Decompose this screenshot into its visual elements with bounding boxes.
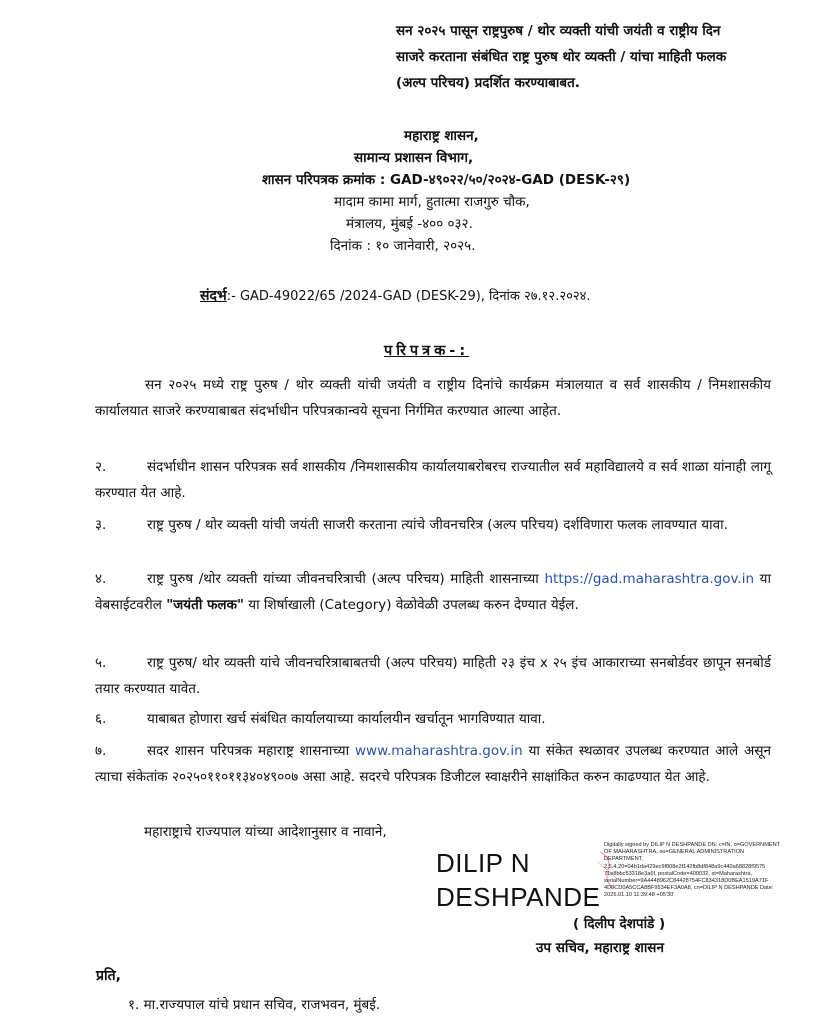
reference-label: संदर्भ — [200, 288, 227, 304]
paragraph-2 — [95, 454, 771, 506]
paragraph-4-text-c: या शिर्षाखाली (Category) वेळोवेळी उपलब्ध करुन देण्यात येईल. — [244, 597, 579, 613]
signer-name-marathi: ( दिलीप देशपांडे ) — [573, 916, 666, 932]
circular-number — [262, 170, 630, 190]
signer-name-line-1: DILIP N — [436, 848, 531, 878]
paragraph-2-text: संदर्भाधीन शासन परिपत्रक सर्व शासकीय /निमशासकीय कार्यालयाबरोबरच राज्यातील सर्व महाविद्यालये व सर्व शाळा यांनाही लागू करण्यात येत आहे. — [95, 459, 771, 501]
circular-number-value: GAD-४९०२२/५०/२०२४-GAD (DESK-२९) — [389, 172, 631, 188]
govt-name: महाराष्ट्र शासन, — [404, 128, 479, 144]
paragraph-7 — [95, 738, 771, 790]
paragraph-5-text: राष्ट्र पुरुष/ थोर व्यक्ती यांचे जीवनचरित्राबाबतची (अल्प परिचय) माहिती २३ इंच x २५ इंच आकाराच्या सनबोर्डवर छापून सनबोर्ड तयार करण्यात यावेत. — [95, 655, 771, 697]
maharashtra-website-link[interactable]: www.maharashtra.gov.in — [355, 743, 523, 759]
paragraph-3-number: ३. — [95, 517, 107, 533]
paragraph-1 — [95, 372, 771, 424]
recipient-item-1: १. मा.राज्यपाल यांचे प्रधान सचिव, राजभवन, मुंबई. — [128, 997, 381, 1013]
paragraph-5-number: ५. — [95, 655, 107, 671]
document-title: परिपत्रक-: — [384, 343, 470, 359]
address-line-1: मादाम कामा मार्ग, हुतात्मा राजगुरु चौक, — [334, 194, 530, 210]
subject-line-3: (अल्प परिचय) प्रदर्शित करण्याबाबत. — [396, 75, 580, 91]
subject-block — [396, 18, 786, 96]
paragraph-4-number: ४. — [95, 571, 107, 587]
paragraph-6-number: ६. — [95, 711, 107, 727]
paragraph-7-number: ७. — [95, 743, 107, 759]
reference-text: :- GAD-49022/65 /2024-GAD (DESK-29), दिनांक २७.१२.२०२४. — [226, 289, 591, 304]
date-label: दिनांक : — [330, 238, 371, 254]
paragraph-4 — [95, 566, 771, 618]
issue-date — [330, 236, 475, 256]
date-value: १० जानेवारी, २०२५. — [375, 238, 476, 254]
paragraph-2-number: २. — [95, 459, 107, 475]
paragraph-3-text: राष्ट्र पुरुष / थोर व्यक्ती यांची जयंती साजरी करताना त्यांचे जीवनचरित्र (अल्प परिचय) दर्शविणारा फलक लावण्यात यावा. — [147, 517, 728, 533]
circular-number-label: शासन परिपत्रक क्रमांक : — [262, 172, 386, 188]
paragraph-5 — [95, 650, 771, 702]
paragraph-3 — [95, 512, 771, 538]
paragraph-4-text-b: या वेबसाईटवरील — [95, 571, 771, 613]
address-line-2: मंत्रालय, मुंबई -४०० ०३२. — [346, 216, 473, 232]
subject-line-1: सन २०२५ पासून राष्ट्रपुरुष / थोर व्यक्ती यांची जयंती व राष्ट्रीय दिन — [396, 23, 721, 39]
paragraph-7-text-a: सदर शासन परिपत्रक महाराष्ट्र शासनाच्या — [147, 743, 356, 759]
paragraph-6 — [95, 706, 771, 732]
reference-line — [200, 286, 591, 305]
paragraph-7-text-b: या संकेत स्थळावर उपलब्ध करण्यात आले असून त्याचा संकेतांक २०२५०११०११३४०४९००७ असा आहे. सदरचे परिपत्रक डिजीटल स्वाक्षरीने साक्षांकित करुन काढण्यात येत आहे. — [95, 743, 771, 785]
closing-line: महाराष्ट्राचे राज्यपाल यांच्या आदेशानुसार व नावाने, — [144, 824, 387, 840]
department-name: सामान्य प्रशासन विभाग, — [354, 150, 474, 166]
recipients-heading: प्रति, — [96, 968, 121, 984]
paragraph-1-text: सन २०२५ मध्ये राष्ट्र पुरुष / थोर व्यक्ती यांची जयंती व राष्ट्रीय दिनांचे कार्यक्रम मंत्रालयात व सर्व शासकीय / निमशासकीय कार्यालयात साजरे करण्याबाबत संदर्भाधीन परिपत्रकान्वये सूचना निर्गमित करण्यात आल्या आहेत. — [95, 377, 771, 419]
signer-designation: उप सचिव, महाराष्ट्र शासन — [536, 940, 664, 956]
paragraph-4-text-a: राष्ट्र पुरुष /थोर व्यक्ती यांच्या जीवनचरित्राची (अल्प परिचय) माहिती शासनाच्या — [147, 571, 539, 587]
jayanti-phalak-label: "जयंती फलक" — [166, 597, 244, 613]
subject-line-2: साजरे करताना संबंधित राष्ट्र पुरुष थोर व्यक्ती / यांचा माहिती फलक — [396, 49, 727, 65]
digital-signature-stamp: Digitally signed by DILIP N DESHPANDE DN: c=IN, o=GOVERNMENT OF MAHARASHTRA, ou=GENERAL ADMINISTRATION DEPARTMENT, 2.5.4.20=04b1da429ec9f808e2f142fb8df848a9c440a68828f9575 71e8bbc53318e3a6f, postalCode=400032, st=Maharashtra, serialNumber=9A4448962C84428754FC834318D0BEA1519A71F 4D0CD0A5CCA8BF9534EF3A0A8, cn=DILIP N DESHPANDE Date: 2025.01.10 11:39:48 +05'30' — [604, 842, 780, 899]
signer-name-line-2: DESHPANDE — [436, 882, 601, 912]
gad-website-link[interactable]: https://gad.maharashtra.gov.in — [544, 571, 755, 587]
signer-name — [436, 846, 600, 914]
paragraph-6-text: याबाबत होणारा खर्च संबंधित कार्यालयाच्या कार्यालयीन खर्चातून भागविण्यात यावा. — [147, 711, 546, 727]
